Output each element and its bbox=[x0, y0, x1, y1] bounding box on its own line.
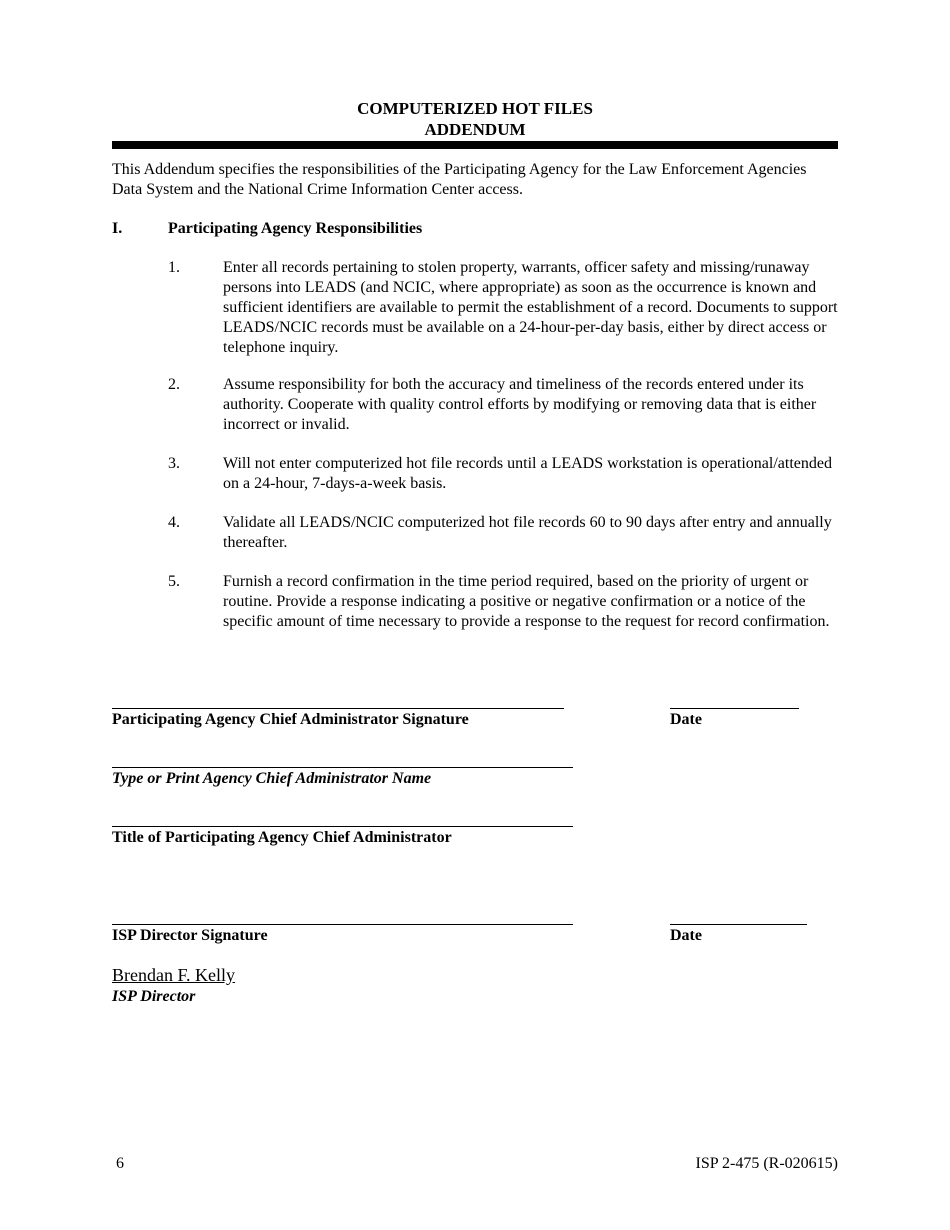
isp-date-label: Date bbox=[670, 927, 702, 944]
page-number: 6 bbox=[116, 1155, 124, 1172]
agency-name-label: Type or Print Agency Chief Administrator Name bbox=[112, 770, 432, 787]
list-item-text: Assume responsibility for both the accuracy and timeliness of the records entered under its authority. Cooperate with quality control efforts by modifying or removing data that is either incorrect or invalid. bbox=[223, 376, 817, 433]
list-item-number: 3. bbox=[168, 455, 180, 472]
list-item-text: Will not enter computerized hot file records until a LEADS workstation is operational/attended on a 24-hour, 7-days-a-week basis. bbox=[223, 455, 832, 492]
agency-date-label: Date bbox=[670, 711, 702, 728]
isp-signature-label: ISP Director Signature bbox=[112, 927, 268, 944]
document-title-line1: COMPUTERIZED HOT FILES bbox=[357, 99, 593, 118]
section-number: I. bbox=[112, 220, 123, 237]
agency-signature-label: Participating Agency Chief Administrator Signature bbox=[112, 711, 469, 728]
section-title: Participating Agency Responsibilities bbox=[168, 220, 423, 237]
list-item-number: 2. bbox=[168, 376, 180, 393]
agency-date-line[interactable] bbox=[670, 708, 799, 709]
agency-title-line[interactable] bbox=[112, 826, 573, 827]
title-divider-rule bbox=[112, 141, 838, 149]
agency-title-label: Title of Participating Agency Chief Administrator bbox=[112, 829, 452, 846]
isp-signature-line[interactable] bbox=[112, 924, 573, 925]
form-number: ISP 2-475 (R-020615) bbox=[695, 1155, 838, 1172]
list-item-number: 5. bbox=[168, 573, 180, 590]
document-title-line2: ADDENDUM bbox=[424, 120, 526, 139]
list-item-number: 1. bbox=[168, 259, 180, 276]
list-item-number: 4. bbox=[168, 514, 180, 531]
list-item-text: Enter all records pertaining to stolen property, warrants, officer safety and missing/runaway persons into LEADS (and NCIC, where appropriate) as soon as the occurrence is known and sufficient identifiers are available to permit the establishment of a record. Documents to support LEADS/NCIC records must be available on a 24-hour-per-day basis, either by direct access or telephone inquiry. bbox=[223, 259, 838, 356]
agency-name-line[interactable] bbox=[112, 767, 573, 768]
intro-paragraph: This Addendum specifies the responsibilities of the Participating Agency for the Law Enforcement Agencies Data System and the National Crime Information Center access. bbox=[112, 161, 807, 198]
director-name: Brendan F. Kelly bbox=[112, 965, 236, 985]
list-item-text: Furnish a record confirmation in the time period required, based on the priority of urgent or routine. Provide a response indicating a positive or negative confirmation or a notice of the specific amount of time necessary to provide a response to the request for record confirmation. bbox=[223, 573, 830, 630]
isp-date-line[interactable] bbox=[670, 924, 807, 925]
director-title: ISP Director bbox=[112, 988, 196, 1005]
agency-signature-line[interactable] bbox=[112, 708, 564, 709]
list-item-text: Validate all LEADS/NCIC computerized hot file records 60 to 90 days after entry and annually thereafter. bbox=[223, 514, 832, 551]
